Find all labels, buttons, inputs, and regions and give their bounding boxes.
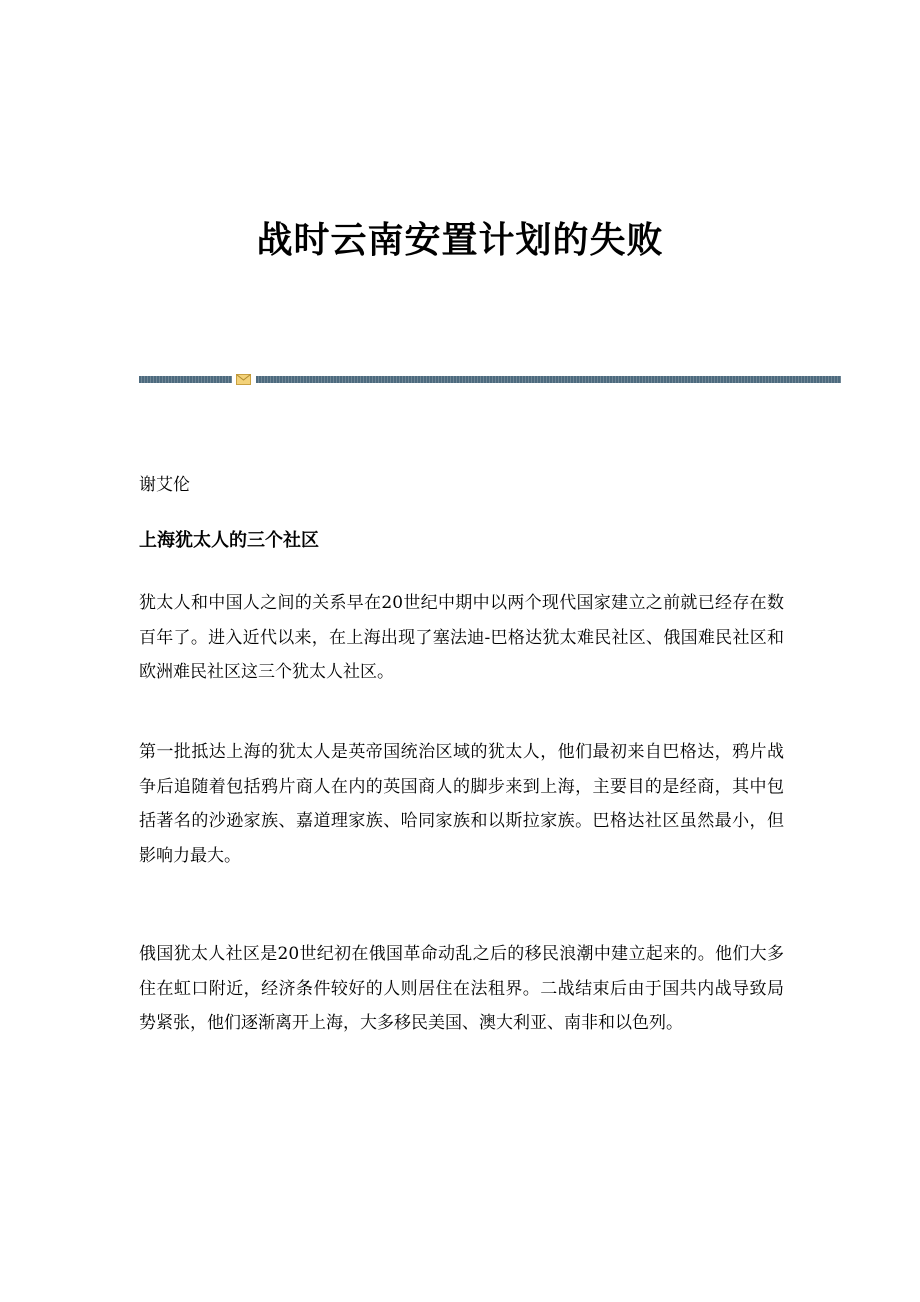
paragraph: 俄国犹太人社区是20世纪初在俄国革命动乱之后的移民浪潮中建立起来的。他们大多住在虹口附近，经济条件较好的人则居住在法租界。二战结束后由于国共内战导致局势紧张，他们逐渐离开上海，大多移民美国、澳大利亚、南非和以色列。 (139, 944, 784, 1033)
document-title: 战时云南安置计划的失败 (256, 219, 664, 261)
paragraph: 第一批抵达上海的犹太人是英帝国统治区域的犹太人，他们最初来自巴格达，鸦片战争后追随着包括鸦片商人在内的英国商人的脚步来到上海，主要目的是经商，其中包括著名的沙逊家族、嘉道理家族、哈同家族和以斯拉家族。巴格达社区虽然最小，但影响力最大。 (139, 742, 784, 866)
paragraph: 犹太人和中国人之间的关系早在20世纪中期中以两个现代国家建立之前就已经存在数百年了。进入近代以来，在上海出现了塞法迪-巴格达犹太难民社区、俄国难民社区和欧洲难民社区这三个犹太人社区。 (139, 593, 784, 682)
title-divider (139, 374, 841, 384)
envelope-ornament-icon (236, 374, 251, 385)
section-heading: 上海犹太人的三个社区 (139, 530, 319, 551)
divider-bar-left (139, 376, 232, 383)
divider-bar-right (256, 376, 841, 383)
author-name: 谢艾伦 (139, 475, 190, 495)
